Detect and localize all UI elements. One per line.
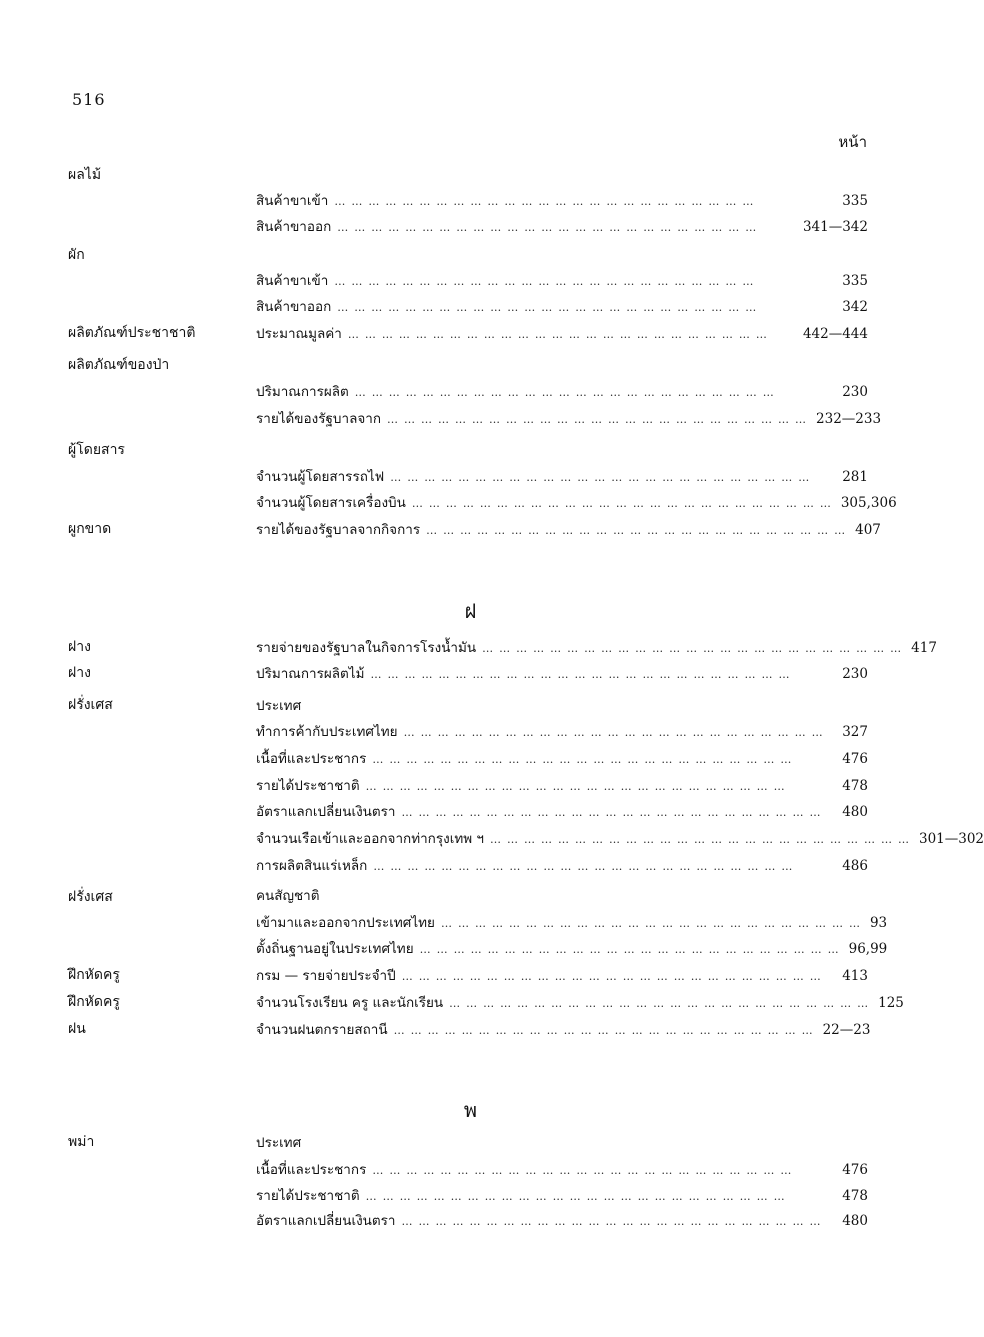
index-entry [256,720,868,740]
index-entry [256,747,868,767]
index-term: ผลิตภัณฑ์ของป่า [68,357,170,373]
entry-label: รายได้ของรัฐบาลจากกิจการ [256,522,421,538]
entry-label: จำนวนฝนตกรายสถานี [256,1022,388,1038]
entry-pages: 327 [842,724,868,740]
entry-pages: 480 [842,1213,868,1229]
dot-leader: ………………………………………………………………… [334,195,760,208]
dot-leader: ………………………………………………………………… [390,471,816,484]
index-entry [256,636,937,656]
dot-leader: ………………………………………………………………… [440,917,866,930]
index-entry [256,322,868,342]
index-entry [256,774,868,794]
index-term: ฝาง [68,665,91,681]
index-entry [256,518,881,538]
entry-pages: 478 [842,1188,868,1204]
index-entry [256,295,868,315]
entry-label: สินค้าขาเข้า [256,273,329,289]
dot-leader: ………………………………………………………………… [354,386,780,399]
entry-label: เข้ามาและออกจากประเทศไทย [256,915,435,931]
entry-label: เนื้อที่และประชากร [256,1162,367,1178]
entry-pages: 476 [842,751,868,767]
entry-pages: 301—302 [918,831,984,847]
dot-leader: ………………………………………………………………… [337,301,763,314]
entry-label: กรม — รายจ่ายประจำปี [256,968,396,984]
dot-leader: ………………………………………………………………… [419,943,845,956]
index-entry [256,854,868,874]
index-term: ผัก [68,247,85,263]
entry-label: รายได้ของรัฐบาลจาก [256,411,382,427]
entry-pages: 230 [842,666,868,682]
index-entry [256,800,868,820]
entry-label: จำนวนโรงเรียน ครู และนักเรียน [256,995,444,1011]
entry-label: รายได้ประชาชาติ [256,778,360,794]
index-term: ฝรั่งเศส [68,889,113,905]
index-entry [256,1018,871,1038]
dot-leader: ………………………………………………………………… [403,726,829,739]
entry-label: เนื้อที่และประชากร [256,751,367,767]
index-entry [256,269,868,289]
dot-leader: ………………………………………………………………… [401,970,827,983]
index-entry [256,991,904,1011]
dot-leader: ………………………………………………………………… [401,1215,827,1228]
section-letter: พ [463,1098,478,1122]
entry-pages: 476 [842,1162,868,1178]
entry-pages: 232—233 [816,411,882,427]
dot-leader: ………………………………………………………………… [334,275,760,288]
subheading: ประเทศ [256,1135,302,1151]
dot-leader: ………………………………………………………………… [372,1164,798,1177]
index-entry [256,1184,868,1204]
index-term: ฝึกหัดครู [68,967,120,983]
index-entry [256,380,868,400]
entry-label: ตั้งถิ่นฐานอยู่ในประเทศไทย [256,941,414,957]
entry-label: จำนวนผู้โดยสารรถไฟ [256,469,385,485]
dot-leader: ………………………………………………………………… [401,806,827,819]
entry-label: สินค้าขาออก [256,219,332,235]
entry-pages: 96,99 [848,941,888,957]
dot-leader: ………………………………………………………………… [372,753,798,766]
index-entry [256,1158,868,1178]
entry-label: รายจ่ายของรัฐบาลในกิจการโรงน้ำมัน [256,640,477,656]
entry-label: อัตราแลกเปลี่ยนเงินตรา [256,804,396,820]
index-entry [256,407,882,427]
index-entry [256,827,984,847]
entry-pages: 417 [911,640,937,656]
entry-pages: 442—444 [802,326,868,342]
dot-leader: ………………………………………………………………… [393,1024,819,1037]
entry-pages: 407 [855,522,881,538]
entry-label: สินค้าขาเข้า [256,193,329,209]
index-entry [256,662,868,682]
index-term: ฝน [68,1021,86,1037]
entry-label: รายได้ประชาชาติ [256,1188,360,1204]
dot-leader: ………………………………………………………………… [482,642,908,655]
entry-label: จำนวนเรือเข้าและออกจากท่ากรุงเทพ ฯ [256,831,484,847]
subheading: คนสัญชาติ [256,888,320,904]
entry-label: การผลิตสินแร่เหล็ก [256,858,368,874]
entry-pages: 335 [842,273,868,289]
dot-leader: ………………………………………………………………… [387,413,813,426]
index-term: ฝึกหัดครู [68,994,120,1010]
dot-leader: ………………………………………………………………… [365,1190,791,1203]
entry-pages: 93 [869,915,888,931]
entry-label: จำนวนผู้โดยสารเครื่องบิน [256,495,406,511]
entry-pages: 341—342 [802,219,868,235]
dot-leader: ………………………………………………………………… [337,221,763,234]
index-term: พม่า [68,1134,95,1150]
entry-pages: 230 [842,384,868,400]
index-entry [256,1209,868,1229]
page-number: 516 [72,90,106,109]
index-entry [256,937,888,957]
index-term: ผูกขาด [68,521,112,537]
index-entry [256,215,868,235]
entry-pages: 22—23 [822,1022,871,1038]
entry-pages: 335 [842,193,868,209]
dot-leader: ………………………………………………………………… [370,668,796,681]
entry-pages: 413 [842,968,868,984]
entry-label: ปริมาณการผลิต [256,384,349,400]
index-entry [256,911,888,931]
index-entry [256,964,868,984]
index-term: ฝาง [68,639,91,655]
index-term: ผู้โดยสาร [68,442,125,458]
index-entry [256,189,868,209]
entry-pages: 480 [842,804,868,820]
entry-label: ทำการค้ากับประเทศไทย [256,724,398,740]
dot-leader: ………………………………………………………………… [365,780,791,793]
entry-pages: 305,306 [840,495,897,511]
index-term: ผลไม้ [68,167,102,183]
entry-label: ประมาณมูลค่า [256,326,342,342]
subheading: ประเทศ [256,698,302,714]
section-letter: ฝ [464,599,477,623]
index-term: ฝรั่งเศส [68,697,113,713]
entry-label: สินค้าขาออก [256,299,332,315]
entry-pages: 486 [842,858,868,874]
dot-leader: ………………………………………………………………… [489,833,915,846]
entry-label: อัตราแลกเปลี่ยนเงินตรา [256,1213,396,1229]
index-entry [256,465,868,485]
page-column-label: หน้า [838,133,867,151]
dot-leader: ………………………………………………………………… [426,524,852,537]
dot-leader: ………………………………………………………………… [449,997,875,1010]
dot-leader: ………………………………………………………………… [347,328,773,341]
dot-leader: ………………………………………………………………… [373,860,799,873]
entry-pages: 478 [842,778,868,794]
entry-label: ปริมาณการผลิตไม้ [256,666,365,682]
entry-pages: 342 [842,299,868,315]
dot-leader: ………………………………………………………………… [411,497,837,510]
index-entry [256,491,897,511]
entry-pages: 281 [842,469,868,485]
entry-pages: 125 [878,995,904,1011]
index-term: ผลิตภัณฑ์ประชาชาติ [68,325,196,341]
